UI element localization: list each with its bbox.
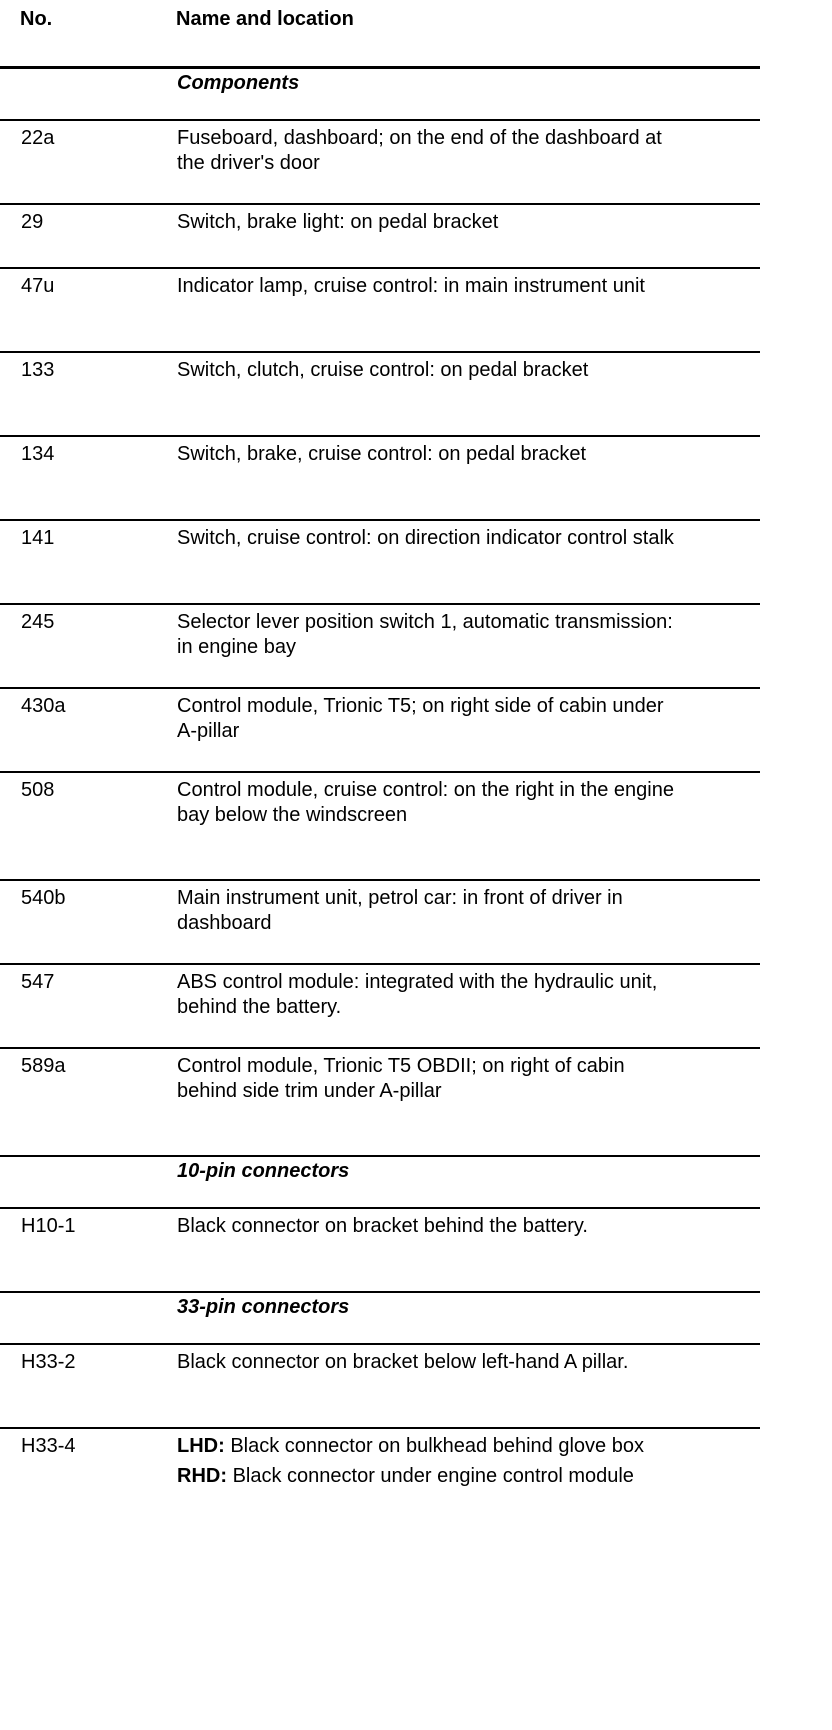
item-description: Switch, brake, cruise control: on pedal bracket xyxy=(177,443,587,465)
item-description: Selector lever position switch 1, automatic transmission: in engine bay xyxy=(177,611,673,658)
item-number: 547 xyxy=(21,971,55,993)
table-row xyxy=(0,121,760,205)
table-row xyxy=(0,269,760,353)
item-description: Control module, cruise control: on the right in the engine bay below the windscreen xyxy=(177,779,674,826)
item-number: 133 xyxy=(21,359,55,381)
item-number: 134 xyxy=(21,443,55,465)
table-body xyxy=(0,69,760,1579)
item-number: 589a xyxy=(21,1055,66,1077)
table-header xyxy=(0,0,760,69)
section-title: 33-pin connectors xyxy=(177,1296,350,1318)
section-header-row xyxy=(0,1157,760,1209)
table-row xyxy=(0,1429,760,1579)
item-description: Main instrument unit, petrol car: in front of driver in dashboard xyxy=(177,887,623,934)
table-row xyxy=(0,437,760,521)
lhd-text: Black connector on bulkhead behind glove box xyxy=(230,1435,644,1457)
item-description: Switch, brake light: on pedal bracket xyxy=(177,211,499,233)
item-number: H33-4 xyxy=(21,1435,76,1457)
item-number: 508 xyxy=(21,779,55,801)
rhd-note xyxy=(177,1464,677,1489)
item-description: Control module, Trionic T5 OBDII; on right of cabin behind side trim under A-pillar xyxy=(177,1055,625,1102)
item-number: 47u xyxy=(21,275,55,297)
column-header-name: Name and location xyxy=(176,8,354,30)
table-row xyxy=(0,1209,760,1293)
table-row xyxy=(0,1345,760,1429)
rhd-label: RHD: xyxy=(177,1465,227,1487)
item-number: 540b xyxy=(21,887,66,909)
table-row xyxy=(0,881,760,965)
item-description: ABS control module: integrated with the hydraulic unit, behind the battery. xyxy=(177,971,658,1018)
item-number: H10-1 xyxy=(21,1215,76,1237)
item-description: Fuseboard, dashboard; on the end of the dashboard at the driver's door xyxy=(177,127,662,174)
table-row xyxy=(0,605,760,689)
rhd-text: Black connector under engine control module xyxy=(232,1465,634,1487)
table-row xyxy=(0,965,760,1049)
section-title: Components xyxy=(177,72,300,94)
item-number: 29 xyxy=(21,211,44,233)
item-description: Black connector on bracket below left-hand A pillar. xyxy=(177,1351,629,1373)
item-number: 22a xyxy=(21,127,55,149)
table-row xyxy=(0,353,760,437)
table-row xyxy=(0,689,760,773)
item-number: 430a xyxy=(21,695,66,717)
section-header-row xyxy=(0,1293,760,1345)
section-header-row xyxy=(0,69,760,121)
table-row xyxy=(0,1049,760,1157)
table-row xyxy=(0,773,760,881)
table-row xyxy=(0,521,760,605)
section-title: 10-pin connectors xyxy=(177,1160,350,1182)
item-number: H33-2 xyxy=(21,1351,76,1373)
item-description xyxy=(177,1434,677,1489)
item-number: 245 xyxy=(21,611,55,633)
table-row xyxy=(0,205,760,269)
lhd-label: LHD: xyxy=(177,1435,225,1457)
lhd-note xyxy=(177,1434,677,1459)
item-description: Control module, Trionic T5; on right side of cabin under A-pillar xyxy=(177,695,664,742)
item-description: Indicator lamp, cruise control: in main instrument unit xyxy=(177,275,645,297)
item-number: 141 xyxy=(21,527,55,549)
item-description: Switch, cruise control: on direction indicator control stalk xyxy=(177,527,674,549)
column-header-no: No. xyxy=(20,8,53,30)
item-description: Switch, clutch, cruise control: on pedal bracket xyxy=(177,359,589,381)
item-description: Black connector on bracket behind the battery. xyxy=(177,1215,588,1237)
